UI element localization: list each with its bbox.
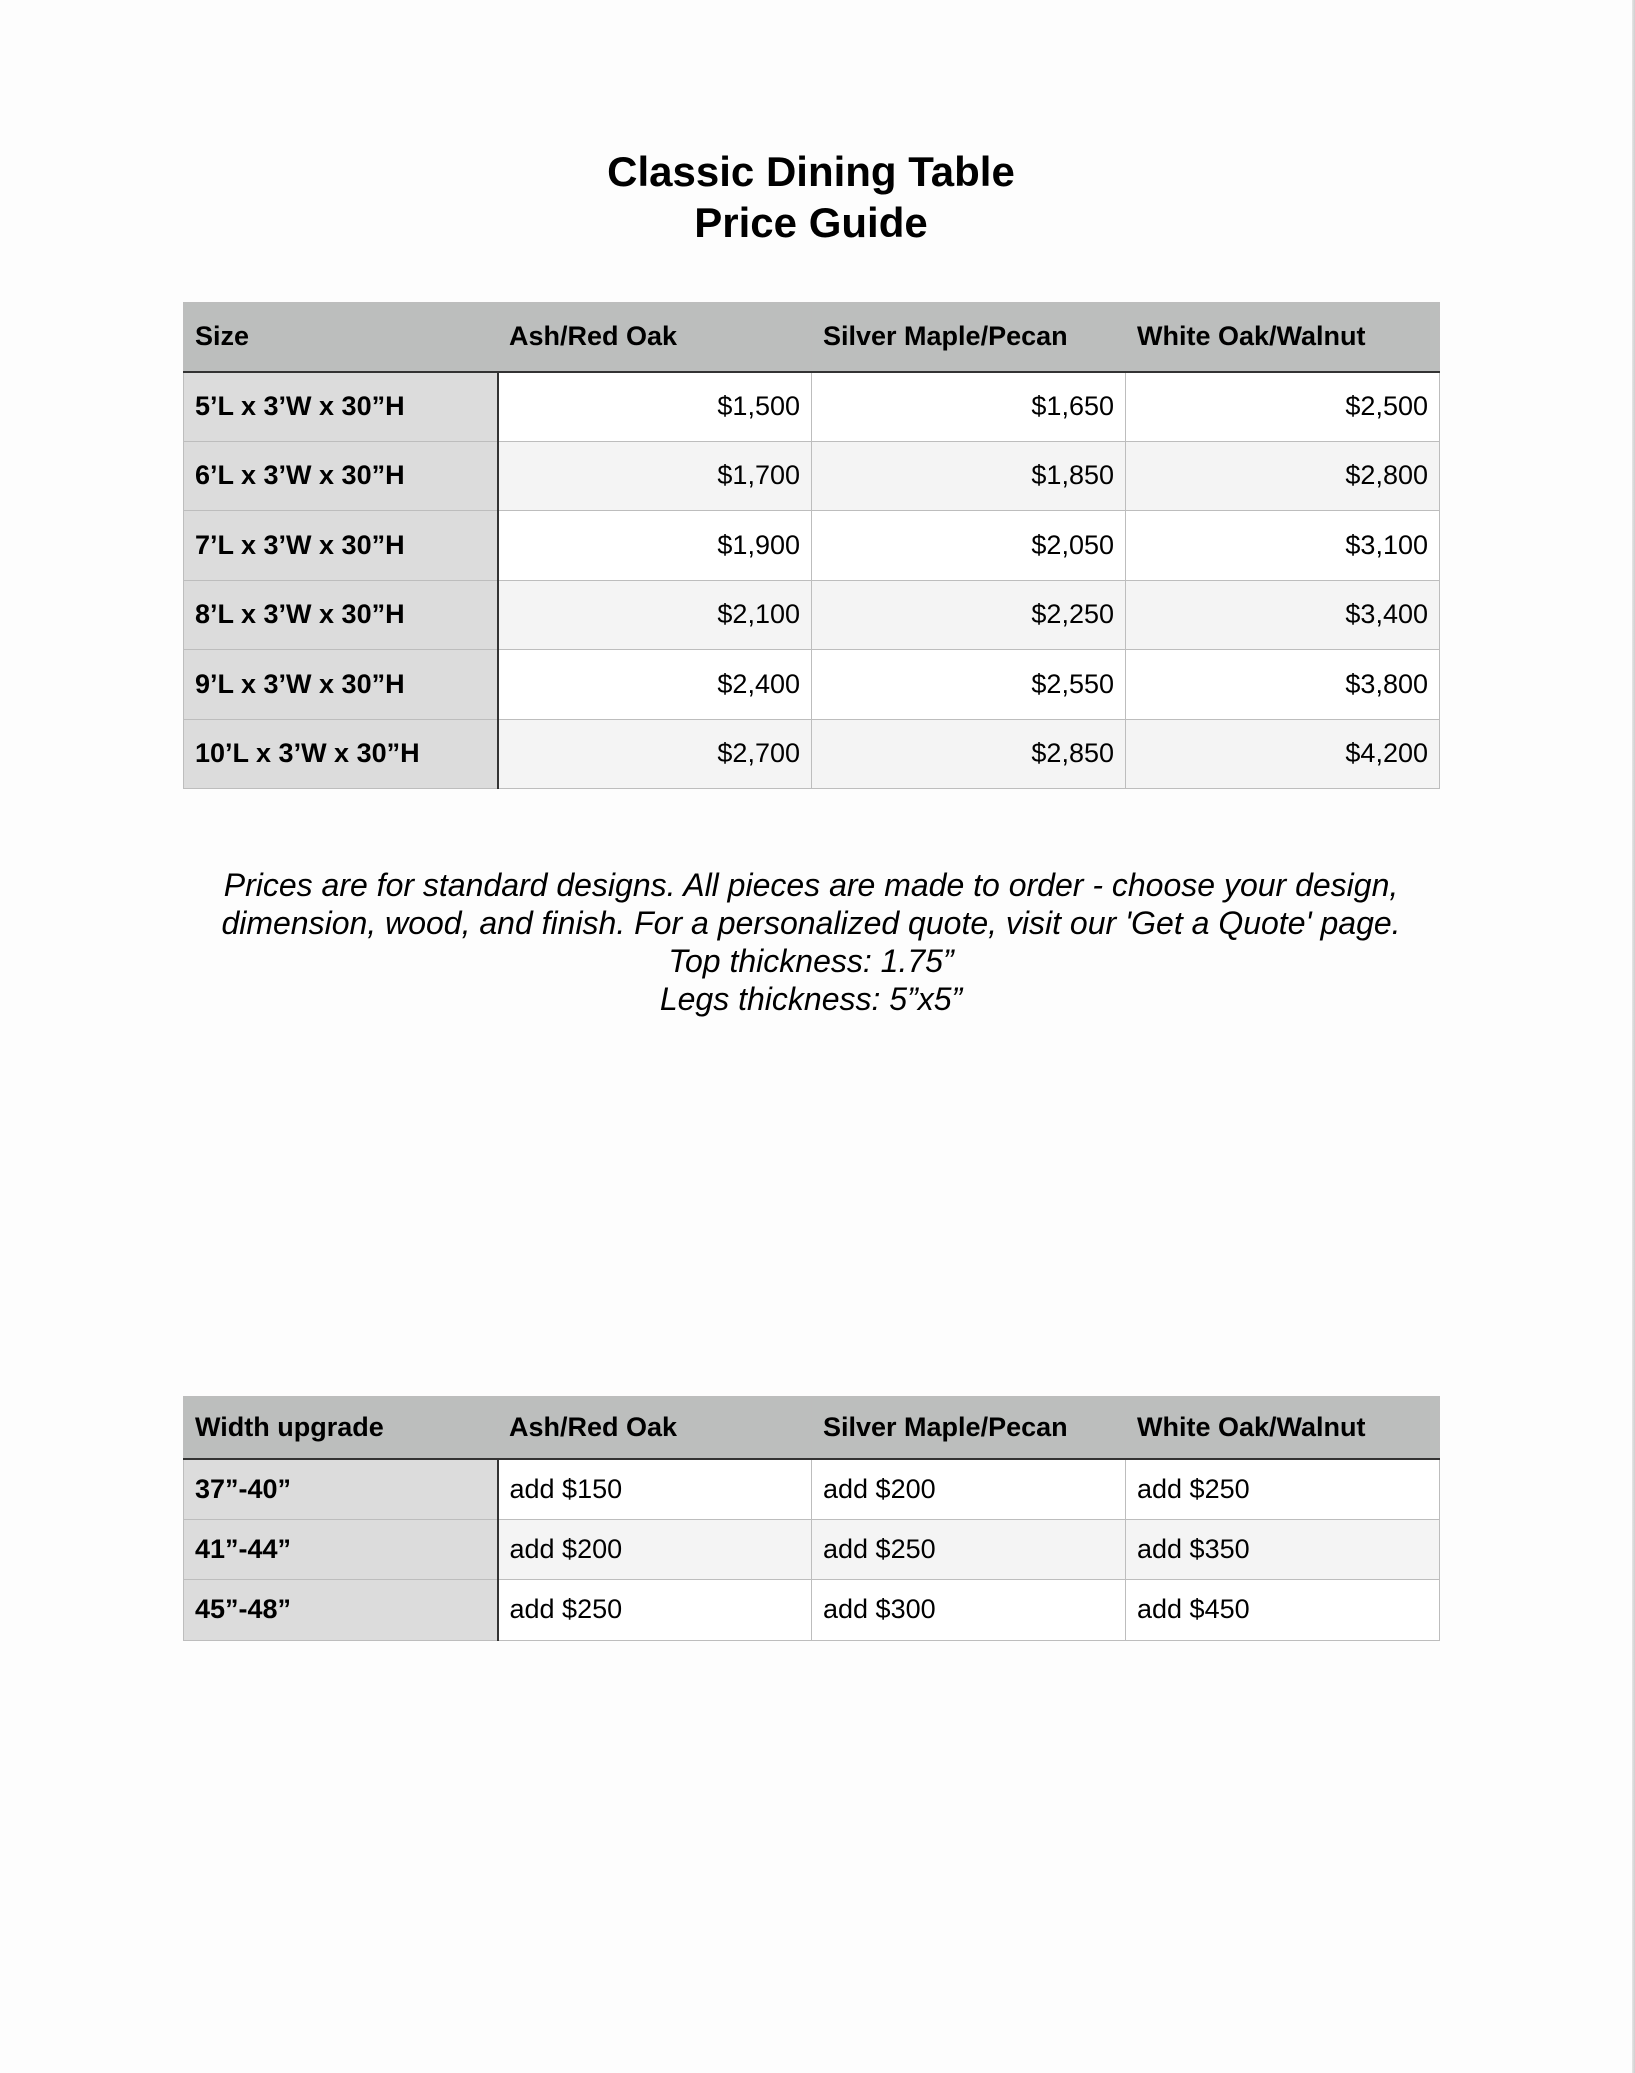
price-cell: $2,850 <box>812 719 1126 789</box>
upgrade-cell: add $200 <box>498 1519 812 1580</box>
upgrade-cell: add $150 <box>498 1459 812 1520</box>
price-cell: $4,200 <box>1126 719 1440 789</box>
row-size-label: 6’L x 3’W x 30”H <box>184 441 498 511</box>
price-cell: $3,400 <box>1126 580 1440 650</box>
price-cell: $2,700 <box>498 719 812 789</box>
header-size: Size <box>184 303 498 372</box>
upgrade-cell: add $350 <box>1126 1519 1440 1580</box>
table-row <box>184 1459 1440 1520</box>
header-silver-maple-pecan: Silver Maple/Pecan <box>812 303 1126 372</box>
notes-line-2: dimension, wood, and finish. For a personalized quote, visit our 'Get a Quote' page. <box>221 905 1401 941</box>
price-cell: $1,650 <box>812 372 1126 442</box>
row-size-label: 5’L x 3’W x 30”H <box>184 372 498 442</box>
notes-line-1: Prices are for standard designs. All pieces are made to order - choose your design, <box>223 867 1399 903</box>
width-upgrade-table <box>183 1396 1440 1641</box>
table-row <box>184 1519 1440 1580</box>
upgrade-cell: add $250 <box>812 1519 1126 1580</box>
title-line-2: Price Guide <box>694 199 928 246</box>
price-cell: $2,550 <box>812 650 1126 720</box>
row-width-label: 37”-40” <box>184 1459 498 1520</box>
price-cell: $2,250 <box>812 580 1126 650</box>
header-white-oak-walnut: White Oak/Walnut <box>1126 1397 1440 1459</box>
header-ash-red-oak: Ash/Red Oak <box>498 1397 812 1459</box>
row-size-label: 8’L x 3’W x 30”H <box>184 580 498 650</box>
table-row <box>184 650 1440 720</box>
upgrade-cell: add $200 <box>812 1459 1126 1520</box>
table-row <box>184 580 1440 650</box>
price-cell: $1,700 <box>498 441 812 511</box>
price-cell: $3,100 <box>1126 511 1440 581</box>
notes-top-thickness: Top thickness: 1.75” <box>668 943 954 979</box>
table-row <box>184 1580 1440 1641</box>
price-cell: $2,100 <box>498 580 812 650</box>
header-silver-maple-pecan: Silver Maple/Pecan <box>812 1397 1126 1459</box>
price-cell: $1,500 <box>498 372 812 442</box>
price-cell: $2,800 <box>1126 441 1440 511</box>
row-width-label: 45”-48” <box>184 1580 498 1641</box>
table-header-row <box>184 1397 1440 1459</box>
price-cell: $2,400 <box>498 650 812 720</box>
upgrade-cell: add $450 <box>1126 1580 1440 1641</box>
price-cell: $2,050 <box>812 511 1126 581</box>
price-cell: $1,900 <box>498 511 812 581</box>
price-table <box>183 302 1440 789</box>
upgrade-cell: add $250 <box>498 1580 812 1641</box>
header-width-upgrade: Width upgrade <box>184 1397 498 1459</box>
price-cell: $1,850 <box>812 441 1126 511</box>
table-row <box>184 511 1440 581</box>
upgrade-cell: add $250 <box>1126 1459 1440 1520</box>
row-width-label: 41”-44” <box>184 1519 498 1580</box>
header-ash-red-oak: Ash/Red Oak <box>498 303 812 372</box>
page-title <box>0 146 1622 248</box>
upgrade-cell: add $300 <box>812 1580 1126 1641</box>
price-cell: $3,800 <box>1126 650 1440 720</box>
table-row <box>184 372 1440 442</box>
title-line-1: Classic Dining Table <box>607 148 1015 195</box>
price-cell: $2,500 <box>1126 372 1440 442</box>
row-size-label: 9’L x 3’W x 30”H <box>184 650 498 720</box>
notes-legs-thickness: Legs thickness: 5”x5” <box>659 981 963 1017</box>
table-header-row <box>184 303 1440 372</box>
row-size-label: 7’L x 3’W x 30”H <box>184 511 498 581</box>
pricing-notes <box>0 866 1622 1018</box>
table-row <box>184 441 1440 511</box>
table-row <box>184 719 1440 789</box>
row-size-label: 10’L x 3’W x 30”H <box>184 719 498 789</box>
header-white-oak-walnut: White Oak/Walnut <box>1126 303 1440 372</box>
